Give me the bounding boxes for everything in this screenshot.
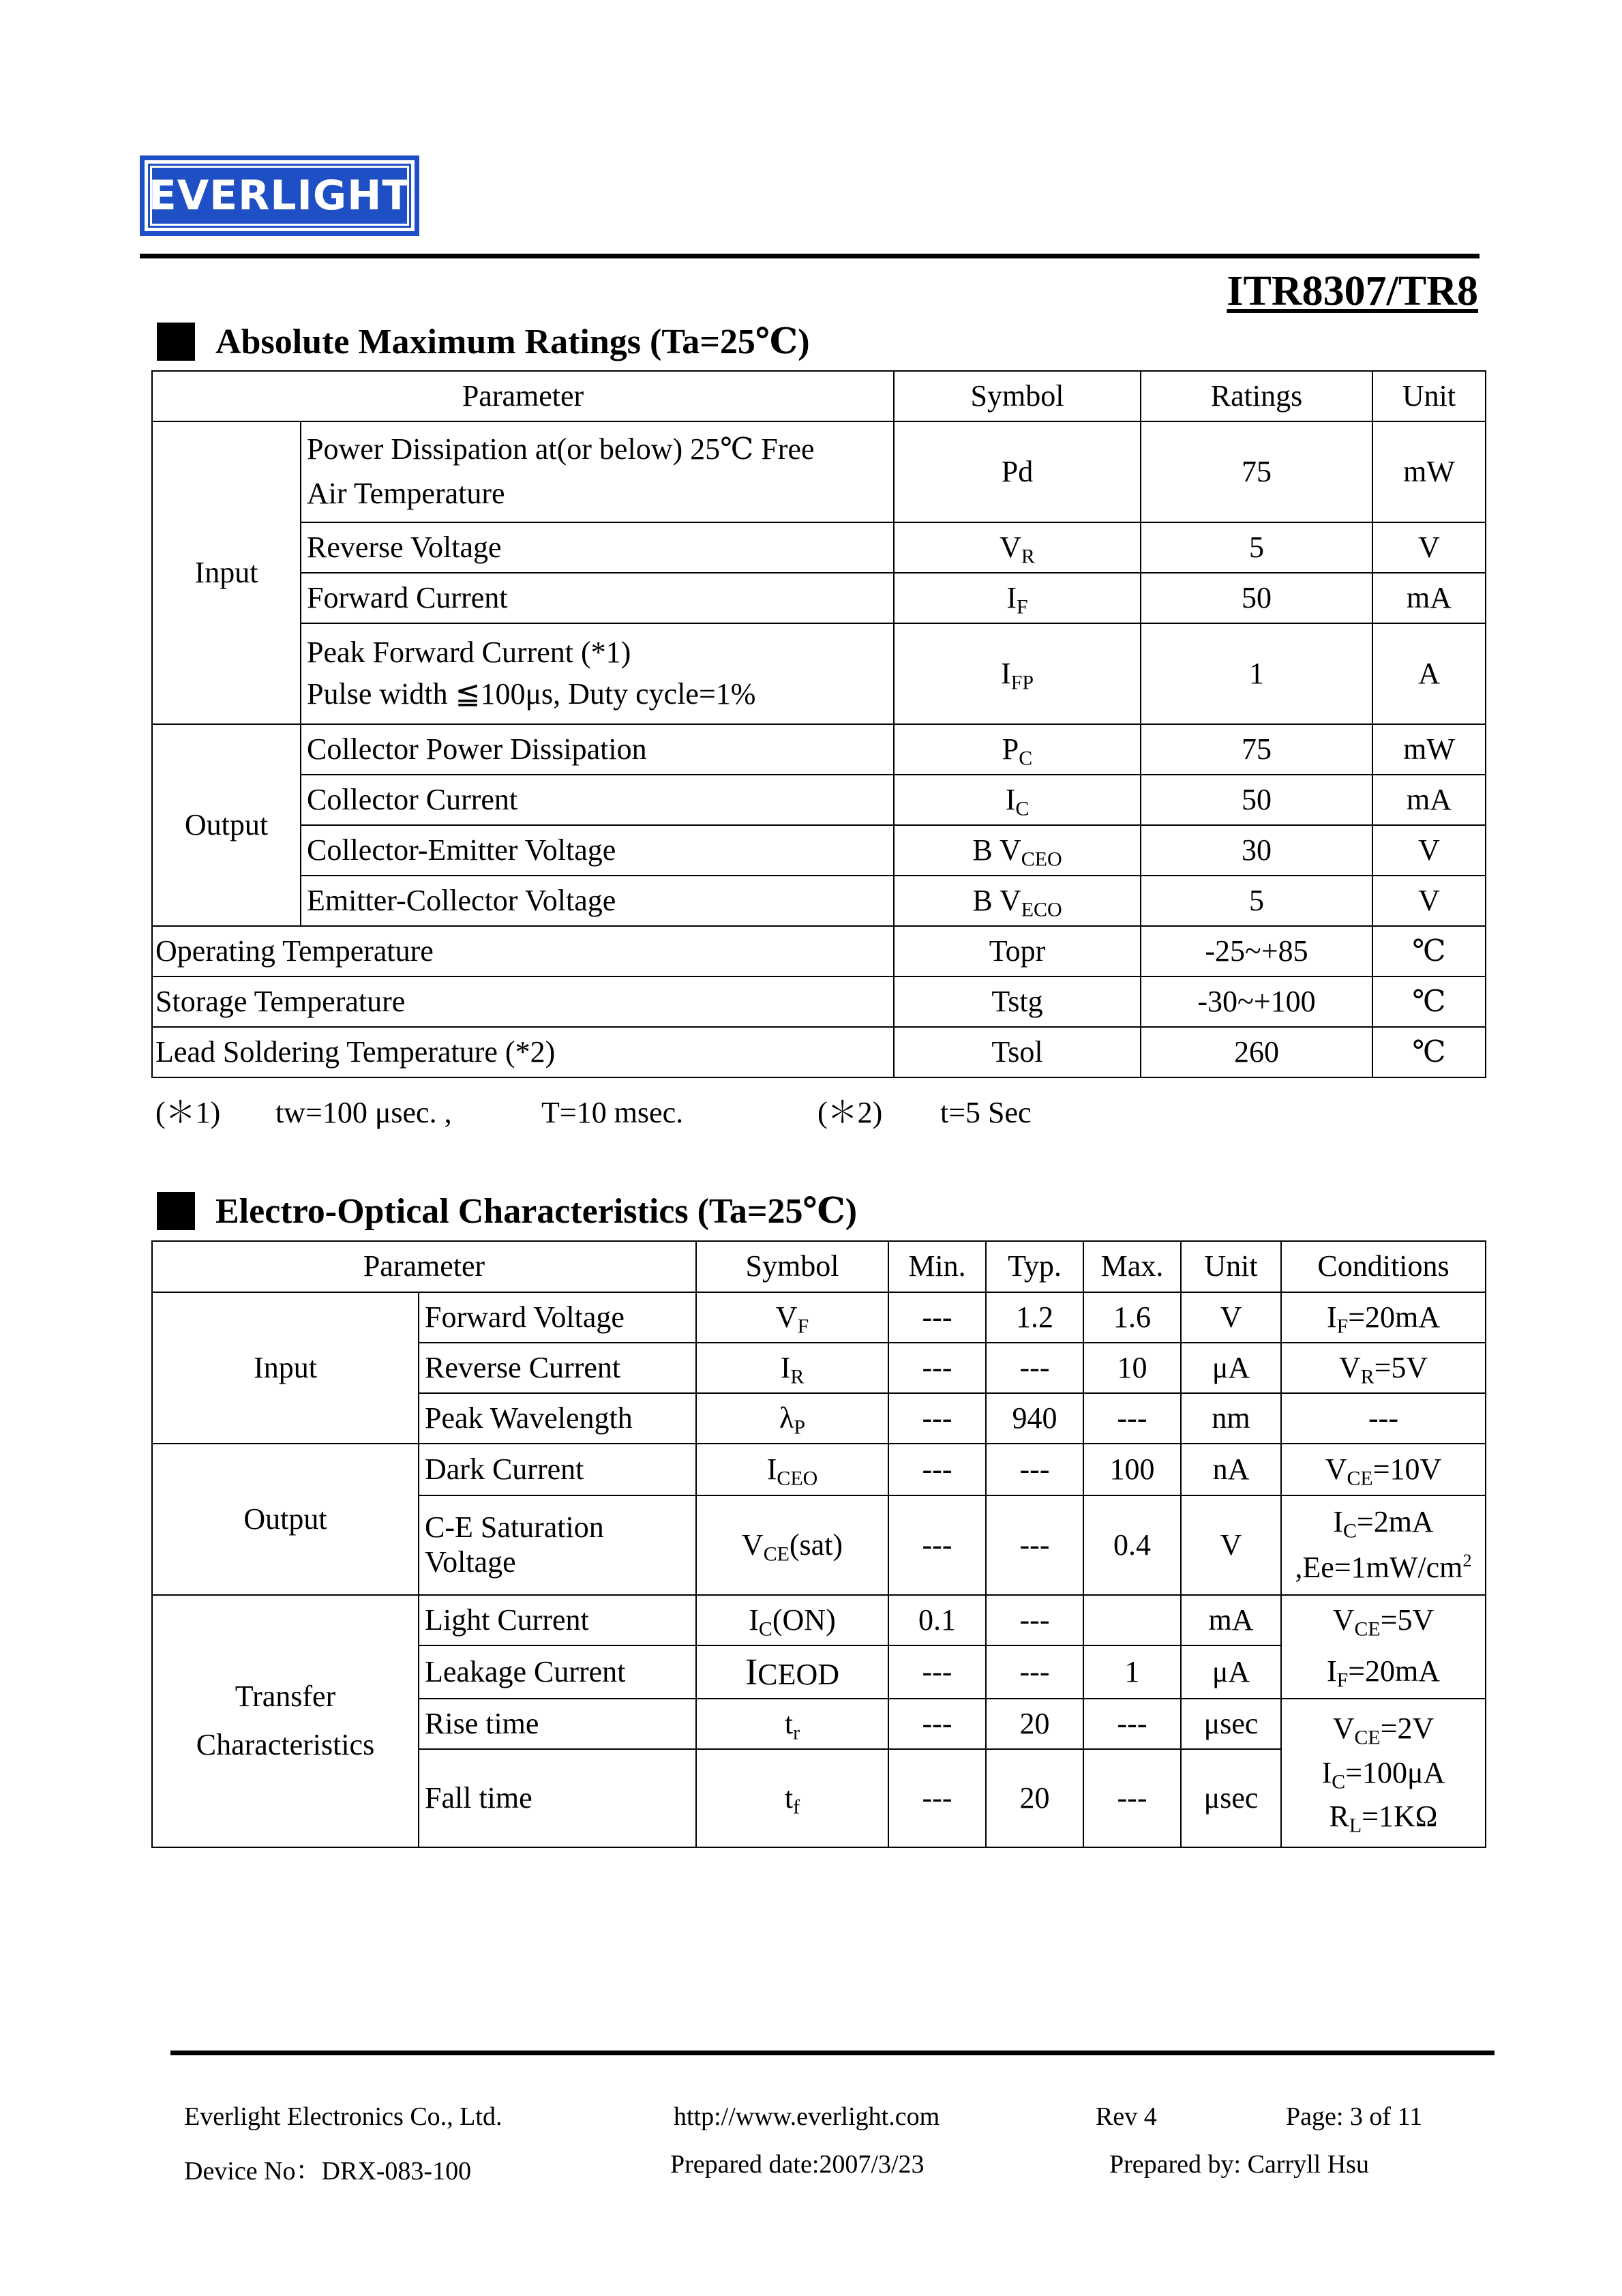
rating-cell: 5 bbox=[1141, 522, 1372, 573]
note1-mark: (＊1) bbox=[155, 1096, 221, 1129]
param-line: Voltage bbox=[425, 1545, 516, 1579]
symbol-cell: $V_R$ bbox=[894, 522, 1141, 573]
symbol-cell: $t_f$ bbox=[696, 1749, 888, 1847]
symbol-cell: Pd bbox=[894, 421, 1141, 522]
symbol-cell: $V_F$ bbox=[696, 1292, 888, 1343]
param-cell: Collector-Emitter Voltage bbox=[301, 825, 894, 876]
symbol-cell: $I_C$ bbox=[894, 775, 1141, 825]
min-cell: 0.1 bbox=[888, 1595, 986, 1645]
footer-url[interactable]: http://www.everlight.com bbox=[674, 2102, 940, 2131]
param-cell: Rise time bbox=[419, 1699, 696, 1749]
typ-cell: 20 bbox=[986, 1699, 1083, 1749]
symbol-cell: $t_r$ bbox=[696, 1699, 888, 1749]
unit-cell: V bbox=[1372, 522, 1486, 573]
max-cell: 0.4 bbox=[1083, 1495, 1181, 1595]
symbol-cell: $P_C$ bbox=[894, 724, 1141, 775]
table-row bbox=[152, 926, 1486, 976]
unit-cell: ℃ bbox=[1372, 1027, 1486, 1077]
header-typ: Typ. bbox=[986, 1241, 1083, 1292]
min-cell: --- bbox=[888, 1495, 986, 1595]
unit-cell: V bbox=[1372, 876, 1486, 926]
header-symbol: Symbol bbox=[696, 1241, 888, 1292]
footer-rev: Rev 4 bbox=[1096, 2102, 1157, 2131]
table-row bbox=[152, 724, 1486, 775]
table-row bbox=[152, 1595, 1486, 1645]
param-line: Pulse width ≦100μs, Duty cycle=1% bbox=[307, 677, 756, 711]
unit-cell: μA bbox=[1181, 1645, 1281, 1699]
cond-cell: $I_F=20mA$ bbox=[1281, 1645, 1486, 1699]
group-input: Input bbox=[152, 1292, 419, 1444]
unit-cell: nA bbox=[1181, 1444, 1281, 1495]
rating-cell: -30~+100 bbox=[1141, 976, 1372, 1027]
table-header-row bbox=[152, 371, 1486, 421]
header-parameter: Parameter bbox=[152, 371, 894, 421]
footer-rule bbox=[170, 2051, 1495, 2055]
unit-cell: ℃ bbox=[1372, 926, 1486, 976]
abs-max-table bbox=[151, 370, 1486, 1078]
unit-cell: μsec bbox=[1181, 1699, 1281, 1749]
rating-cell: 50 bbox=[1141, 573, 1372, 623]
param-cell: Lead Soldering Temperature (*2) bbox=[152, 1027, 894, 1077]
symbol-cell: Tstg bbox=[894, 976, 1141, 1027]
typ-cell: 1.2 bbox=[986, 1292, 1083, 1343]
header-symbol: Symbol bbox=[894, 371, 1141, 421]
section-bullet-icon bbox=[157, 323, 195, 361]
cond-cell: $V_{CE}=10V$ bbox=[1281, 1444, 1486, 1495]
symbol-cell: B $V_{ECO}$ bbox=[894, 876, 1141, 926]
max-cell: --- bbox=[1083, 1749, 1181, 1847]
min-cell: --- bbox=[888, 1393, 986, 1444]
footer-company: Everlight Electronics Co., Ltd. bbox=[184, 2102, 502, 2131]
unit-cell: nm bbox=[1181, 1393, 1281, 1444]
param-cell: Emitter-Collector Voltage bbox=[301, 876, 894, 926]
rating-cell: 1 bbox=[1141, 623, 1372, 724]
unit-cell: mW bbox=[1372, 724, 1486, 775]
param-line: Peak Forward Current (*1) bbox=[307, 636, 631, 670]
typ-cell: --- bbox=[986, 1343, 1083, 1393]
symbol-cell: Topr bbox=[894, 926, 1141, 976]
rating-cell: 260 bbox=[1141, 1027, 1372, 1077]
max-cell: 10 bbox=[1083, 1343, 1181, 1393]
param-cell: Forward Current bbox=[301, 573, 894, 623]
note2-mark: (＊2) bbox=[817, 1096, 883, 1129]
table-row bbox=[152, 775, 1486, 825]
cond-cell: $I_C=2mA$ $,Ee=1mW/cm^2$ bbox=[1281, 1495, 1486, 1595]
max-cell: 1 bbox=[1083, 1645, 1181, 1699]
group-input: Input bbox=[152, 421, 301, 724]
param-cell: Dark Current bbox=[419, 1444, 696, 1495]
unit-cell: mW bbox=[1372, 421, 1486, 522]
max-cell: --- bbox=[1083, 1699, 1181, 1749]
symbol-cell: $I_{CEO}$ bbox=[696, 1444, 888, 1495]
footer-page: Page: 3 of 11 bbox=[1286, 2102, 1423, 2131]
unit-cell: mA bbox=[1372, 775, 1486, 825]
min-cell: --- bbox=[888, 1343, 986, 1393]
typ-cell: 20 bbox=[986, 1749, 1083, 1847]
cond-cell: $V_{CE}=5V$ bbox=[1281, 1595, 1486, 1645]
table-header-row bbox=[152, 1241, 1486, 1292]
unit-cell: μA bbox=[1181, 1343, 1281, 1393]
cond-cell: $V_R=5V$ bbox=[1281, 1343, 1486, 1393]
unit-cell: mA bbox=[1181, 1595, 1281, 1645]
symbol-cell: B $V_{CEO}$ bbox=[894, 825, 1141, 876]
symbol-cell: $I_C(ON)$ bbox=[696, 1595, 888, 1645]
symbol-cell: $\lambda_P$ bbox=[696, 1393, 888, 1444]
cond-cell: $I_F=20mA$ bbox=[1281, 1292, 1486, 1343]
param-cell: Leakage Current bbox=[419, 1645, 696, 1699]
cond-cell: $V_{CE}=2V$ $I_C=100\mu A$ $R_L=1K\Omega$ bbox=[1281, 1699, 1486, 1847]
group-output: Output bbox=[152, 724, 301, 926]
unit-cell: ℃ bbox=[1372, 976, 1486, 1027]
eo-title bbox=[157, 1190, 857, 1232]
param-line: Power Dissipation at(or below) 25℃ Free bbox=[307, 432, 815, 466]
unit-cell: V bbox=[1372, 825, 1486, 876]
unit-cell: V bbox=[1181, 1292, 1281, 1343]
unit-cell: μsec bbox=[1181, 1749, 1281, 1847]
param-cell bbox=[301, 623, 894, 724]
min-cell: --- bbox=[888, 1749, 986, 1847]
abs-max-title bbox=[157, 320, 810, 362]
rating-cell: 75 bbox=[1141, 724, 1372, 775]
eo-table bbox=[151, 1240, 1486, 1848]
rating-cell: 5 bbox=[1141, 876, 1372, 926]
header-conditions: Conditions bbox=[1281, 1241, 1486, 1292]
param-cell: Reverse Voltage bbox=[301, 522, 894, 573]
header-rule bbox=[140, 254, 1480, 258]
note1-text2: T=10 msec. bbox=[541, 1096, 684, 1129]
symbol-cell: Tsol bbox=[894, 1027, 1141, 1077]
group-transfer: Transfer Characteristics bbox=[152, 1595, 419, 1847]
symbol-cell: $V_{CE}(sat)$ bbox=[696, 1495, 888, 1595]
footer-prepared-date: Prepared date:2007/3/23 bbox=[670, 2150, 925, 2179]
footer-prepared-by: Prepared by: Carryll Hsu bbox=[1109, 2150, 1369, 2179]
cond-cell: --- bbox=[1281, 1393, 1486, 1444]
unit-cell: mA bbox=[1372, 573, 1486, 623]
param-cell: Operating Temperature bbox=[152, 926, 894, 976]
rating-cell: 30 bbox=[1141, 825, 1372, 876]
table-row bbox=[152, 623, 1486, 724]
table-row bbox=[152, 1027, 1486, 1077]
typ-cell: --- bbox=[986, 1595, 1083, 1645]
min-cell: --- bbox=[888, 1292, 986, 1343]
abs-max-title-text: Absolute Maximum Ratings (Ta=25℃) bbox=[215, 323, 810, 361]
unit-cell: V bbox=[1181, 1495, 1281, 1595]
table-notes bbox=[155, 1088, 1032, 1131]
param-cell: Reverse Current bbox=[419, 1343, 696, 1393]
header-min: Min. bbox=[888, 1241, 986, 1292]
note2-text: t=5 Sec bbox=[940, 1096, 1032, 1129]
table-row bbox=[152, 976, 1486, 1027]
symbol-cell: ICEOD bbox=[696, 1645, 888, 1699]
table-row bbox=[152, 421, 1486, 522]
typ-cell: --- bbox=[986, 1444, 1083, 1495]
param-cell: Collector Power Dissipation bbox=[301, 724, 894, 775]
param-cell: Collector Current bbox=[301, 775, 894, 825]
header-max: Max. bbox=[1083, 1241, 1181, 1292]
section-bullet-icon bbox=[157, 1192, 195, 1230]
symbol-cell: $I_{FP}$ bbox=[894, 623, 1141, 724]
min-cell: --- bbox=[888, 1645, 986, 1699]
param-cell bbox=[301, 421, 894, 522]
min-cell: --- bbox=[888, 1444, 986, 1495]
rating-cell: 75 bbox=[1141, 421, 1372, 522]
table-row bbox=[152, 1444, 1486, 1495]
everlight-logo bbox=[140, 155, 419, 236]
eo-title-text: Electro-Optical Characteristics (Ta=25℃) bbox=[215, 1192, 858, 1231]
param-cell: Fall time bbox=[419, 1749, 696, 1847]
typ-cell: 940 bbox=[986, 1393, 1083, 1444]
symbol-cell: $I_R$ bbox=[696, 1343, 888, 1393]
typ-cell: --- bbox=[986, 1495, 1083, 1595]
header-ratings: Ratings bbox=[1141, 371, 1372, 421]
logo-text: EVERLIGHT bbox=[150, 166, 409, 226]
group-output: Output bbox=[152, 1444, 419, 1595]
param-cell bbox=[419, 1495, 696, 1595]
typ-cell: --- bbox=[986, 1645, 1083, 1699]
param-line: Air Temperature bbox=[307, 477, 505, 510]
symbol-cell: $I_F$ bbox=[894, 573, 1141, 623]
table-row bbox=[152, 573, 1486, 623]
param-cell: Peak Wavelength bbox=[419, 1393, 696, 1444]
max-cell: --- bbox=[1083, 1393, 1181, 1444]
header-unit: Unit bbox=[1181, 1241, 1281, 1292]
max-cell: 1.6 bbox=[1083, 1292, 1181, 1343]
param-cell: Storage Temperature bbox=[152, 976, 894, 1027]
unit-cell: A bbox=[1372, 623, 1486, 724]
param-cell: Light Current bbox=[419, 1595, 696, 1645]
part-number: ITR8307/TR8 bbox=[1227, 268, 1478, 314]
max-cell: 100 bbox=[1083, 1444, 1181, 1495]
param-cell: Forward Voltage bbox=[419, 1292, 696, 1343]
note1-text: tw=100 μsec. , bbox=[275, 1096, 452, 1129]
table-row bbox=[152, 825, 1486, 876]
table-row bbox=[152, 1292, 1486, 1343]
max-cell bbox=[1083, 1595, 1181, 1645]
header-parameter: Parameter bbox=[152, 1241, 696, 1292]
header-unit: Unit bbox=[1372, 371, 1486, 421]
rating-cell: 50 bbox=[1141, 775, 1372, 825]
table-row bbox=[152, 876, 1486, 926]
footer-device-no: Device No：DRX-083-100 bbox=[184, 2157, 472, 2186]
min-cell: --- bbox=[888, 1699, 986, 1749]
rating-cell: -25~+85 bbox=[1141, 926, 1372, 976]
param-line: C-E Saturation bbox=[425, 1510, 604, 1545]
table-row bbox=[152, 522, 1486, 573]
